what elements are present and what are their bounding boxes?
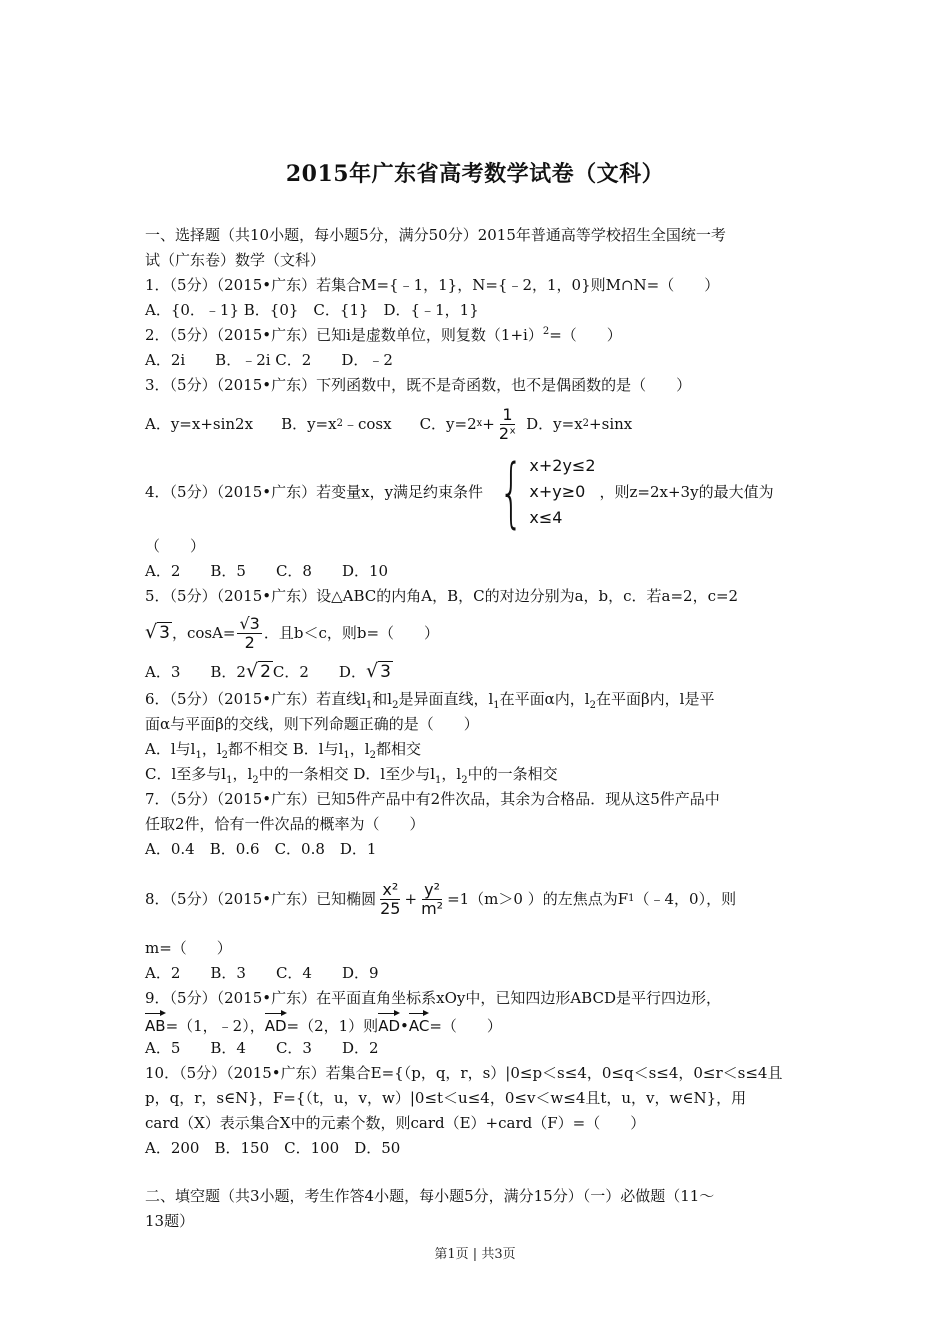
- question-4-stem: 4．（5分）（2015•广东）若变量x，y满足约束条件 { x+2y≤2 x+y≥0 x≤4 ，则z=2x+3y的最大值为: [145, 447, 774, 536]
- question-5-options: A．3 B．2 √ 2 C．2 D． √ 3: [145, 657, 810, 687]
- section-1-heading: 一、选择题（共10小题，每小题5分，满分50分）2015年普通高等学校招生全国统一考: [145, 226, 726, 244]
- fraction-sqrt3-over-2: $\frac{√3}{2}$: [239, 613, 260, 652]
- question-10-stem-cont2: card（X）表示集合X中的元素个数，则card（E）+card（F）=（ ）: [145, 1114, 646, 1132]
- question-6-stem: 6．（5分）（2015•广东）若直线$l_1$和$l_2$是异面直线，$l_1$在平面α内，$l_2$在平面β内，l是平: [145, 690, 715, 711]
- question-4-blank: （ ）: [145, 537, 206, 555]
- constraint-1: x+2y≤2: [529, 456, 596, 475]
- page-title: 2015年广东省高考数学试卷（文科）: [285, 161, 665, 187]
- vector-ab: AB: [145, 1011, 166, 1039]
- constraint-3: x≤4: [529, 508, 563, 527]
- question-6-options-ab: A．l与$l_1$，$l_2$都不相交 B．l与$l_1$，$l_2$都相交: [145, 740, 421, 761]
- question-1-options: A．{0．﹣1} B．{0} C．{1} D．{﹣1，1}: [145, 301, 479, 319]
- vector-ad-dot: AD: [378, 1011, 400, 1039]
- fraction-x2-over-25: $\frac{\text{x²}}{25}$: [380, 879, 401, 918]
- constraint-system: [487, 447, 596, 536]
- section-1-heading-cont: 试（广东卷）数学（文科）: [145, 251, 326, 269]
- sqrt-3-option-d: √ 3: [365, 660, 391, 682]
- document-body: [145, 223, 810, 1234]
- vector-ad: AD: [265, 1011, 287, 1039]
- sqrt-2: √ 2: [245, 660, 271, 682]
- question-10-options: A．200 B．150 C．100 D．50: [145, 1139, 401, 1157]
- question-9-stem-cont: AB=（1，﹣2），AD=（2，1）则AD•AC=（ ）: [145, 1011, 810, 1036]
- constraint-2: x+y≥0: [529, 482, 586, 501]
- question-7-options: A．0.4 B．0.6 C．0.8 D．1: [145, 840, 377, 858]
- question-2-options: A．2i B．﹣2i C．2 D．﹣2: [145, 351, 393, 369]
- question-10-stem-cont: p，q，r，s∈N}，F={（t，u，v，w）|0≤t＜u≤4，0≤v＜w≤4且t，u，v，w∈N}，用: [145, 1089, 747, 1107]
- fraction-one-over-2x: $\frac{1}{\text{2ˣ}}$: [498, 404, 517, 443]
- question-5-stem-cont: √ 3 ，cosA= $\frac{√3}{2}$ ．且b＜c，则b=（ ）: [145, 613, 440, 652]
- section-2-heading: 二、填空题（共3小题，考生作答4小题，每小题5分，满分15分）（一）必做题（11～: [145, 1187, 715, 1205]
- question-7-stem: 7．（5分）（2015•广东）已知5件产品中有2件次品，其余为合格品．现从这5件产品中: [145, 790, 720, 808]
- question-10-stem: 10．（5分）（2015•广东）若集合E={（p，q，r，s）|0≤p＜s≤4，0≤q＜s≤4，0≤r＜s≤4且: [145, 1064, 783, 1082]
- question-2-stem: 2．（5分）（2015•广东）已知i是虚数单位，则复数$(1+i)^2=$（ ）: [145, 326, 622, 344]
- question-4-options: A．2 B．5 C．8 D．10: [145, 562, 389, 580]
- question-8-options: A．2 B．3 C．4 D．9: [145, 964, 379, 982]
- page-footer: 第1页 | 共3页: [434, 1247, 516, 1262]
- vector-ac: AC: [409, 1011, 429, 1039]
- question-6-options-cd: C．l至多与$l_1$，$l_2$中的一条相交 D．l至少与$l_1$，$l_2$中的一条相交: [145, 765, 558, 786]
- question-1-stem: 1．（5分）（2015•广东）若集合M={﹣1，1}，N={﹣2，1，0}则M∩N=（ ）: [145, 276, 720, 294]
- question-7-stem-cont: 任取2件，恰有一件次品的概率为（ ）: [145, 815, 425, 833]
- section-2-heading-cont: 13题）: [145, 1212, 195, 1230]
- question-8-blank: m=（ ）: [145, 939, 232, 957]
- question-3-options: A．y=x+sin2x B．y=x 2 ﹣cosx C．y=2 x + $\frac{1}{\text{2ˣ}}$ D．y=x 2 +sinx: [145, 404, 633, 443]
- question-3-stem: 3．（5分）（2015•广东）下列函数中，既不是奇函数，也不是偶函数的是（ ）: [145, 376, 692, 394]
- sqrt-3: √ 3: [145, 621, 170, 643]
- fraction-y2-over-m2: $\frac{\text{y²}}{\text{m²}}$: [421, 879, 444, 918]
- question-6-stem-cont: 面α与平面β的交线，则下列命题正确的是（ ）: [145, 715, 479, 733]
- question-9-stem: 9．（5分）（2015•广东）在平面直角坐标系xOy中，已知四边形ABCD是平行四边形，: [145, 989, 721, 1007]
- question-9-options: A．5 B．4 C．3 D．2: [145, 1039, 379, 1057]
- question-5-stem: 5．（5分）（2015•广东）设△ABC的内角A，B，C的对边分别为a，b，c．若a=2，c=2: [145, 587, 739, 605]
- question-8-stem: 8．（5分）（2015•广东）已知椭圆 $\frac{\text{x²}}{25}$ + $\frac{\text{y²}}{\text{m²}}$ =1（m＞0 ）的左焦点为F 1 （﹣4，0），则: [145, 879, 737, 918]
- left-brace-icon: {: [499, 447, 524, 536]
